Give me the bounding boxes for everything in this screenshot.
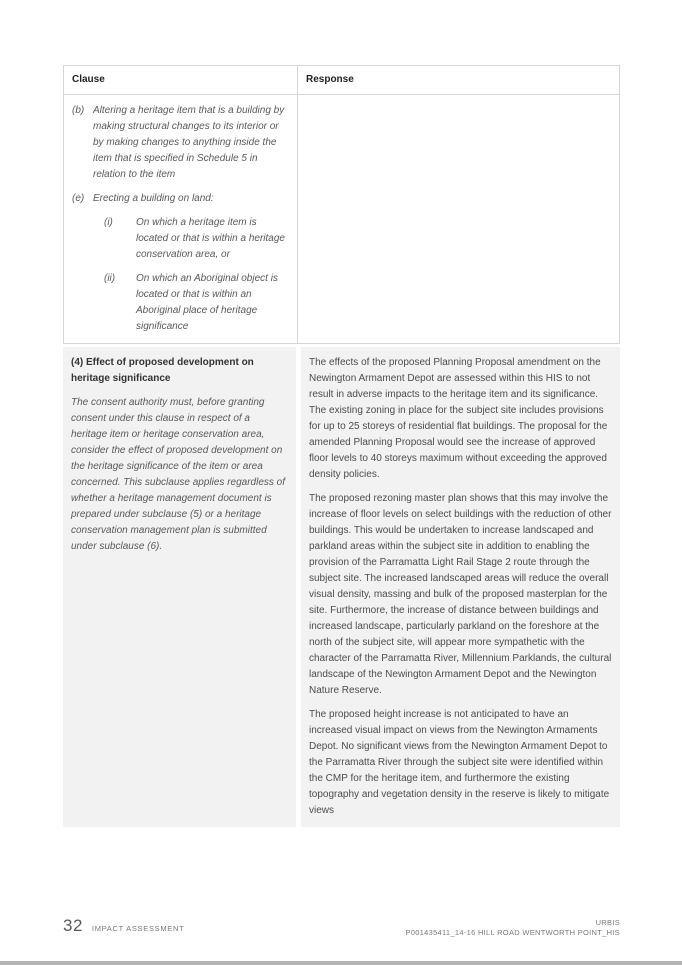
clause-item-text: Erecting a building on land: bbox=[93, 193, 214, 204]
clause-item-e bbox=[72, 191, 289, 335]
clause-subitem-marker: (i) bbox=[104, 217, 113, 228]
table-header-row bbox=[63, 65, 620, 95]
clause-subitem-ii bbox=[104, 271, 289, 335]
clause-subitem-text: On which an Aboriginal object is located or that is within an Aboriginal place of heritage significance bbox=[136, 273, 278, 332]
table-row bbox=[63, 95, 620, 344]
clause-cell bbox=[64, 95, 298, 343]
footer-document-ref: P001435411_14-16 HILL ROAD WENTWORTH POINT_HIS bbox=[405, 928, 620, 937]
clause-body: The consent authority must, before granting consent under this clause in respect of a heritage item or heritage conservation area, consider the effect of proposed development on the heritage significance of the item or area concerned. This subclause applies regardless of whether a heritage management document is prepared under subclause (5) or a heritage conservation management plan is submitted under subclause (6). bbox=[71, 397, 286, 552]
footer-left bbox=[63, 916, 184, 936]
column-header-clause: Clause bbox=[64, 66, 298, 94]
clause-response-table bbox=[63, 65, 620, 827]
response-paragraph: The effects of the proposed Planning Proposal amendment on the Newington Armament Depot are assessed within this HIS to not result in adverse impacts to the heritage item and its significance. The existing zoning in place for the subject site includes provisions for up to 25 storeys of residential flat buildings. The proposal for the amended Planning Proposal would see the increase of approved floor levels to 40 storeys maximum without exceeding the approved density policies. bbox=[309, 357, 608, 480]
clause-subitem-text: On which a heritage item is located or that is within a heritage conservation area, or bbox=[136, 217, 285, 260]
response-cell-empty bbox=[298, 95, 619, 343]
response-paragraph: The proposed rezoning master plan shows that this may involve the increase of floor levels on select buildings with the reduction of other buildings. This would be undertaken to increase landscaped and parkland areas within the subject site in addition to enabling the provision of the Parramatta Light Rail Stage 2 route through the subject site. The increased landscaped areas will reduce the overall visual density, massing and bulk of the proposed masterplan for the site. Furthermore, the increase of distance between buildings and increased landscape, particularly parkland on the foreshore at the north of the subject site, will appear more sympathetic with the character of the Parramatta River, Millennium Parklands, the cultural landscape of the Newington Armament Depot and the Newington Nature Reserve. bbox=[309, 493, 612, 696]
page-footer bbox=[63, 916, 620, 938]
clause-item-b bbox=[72, 103, 289, 183]
clause-item-text: Altering a heritage item that is a building by making structural changes to its interior or by making changes to anything inside the item that is specified in Schedule 5 in relation to the item bbox=[93, 105, 285, 180]
response-cell bbox=[301, 347, 620, 827]
page-number: 32 bbox=[63, 916, 83, 935]
column-header-response: Response bbox=[306, 74, 354, 85]
clause-subitem-i bbox=[104, 215, 289, 263]
table-row bbox=[63, 347, 620, 827]
footer-section-label: IMPACT ASSESSMENT bbox=[91, 924, 185, 933]
clause-heading: (4) Effect of proposed development on heritage significance bbox=[71, 357, 254, 384]
clause-item-marker: (b) bbox=[72, 105, 85, 116]
clause-subitems bbox=[72, 207, 289, 335]
response-paragraph: The proposed height increase is not anticipated to have an increased visual impact on views from the Newington Armaments Depot. No significant views from the Newington Armament Depot to the Parramatta River through the subject site were identified within the CMP for the heritage item, and furthermore the existing topography and vegetation density in the reserve is likely to mitigate views bbox=[309, 709, 610, 816]
footer-company: URBIS bbox=[595, 918, 620, 927]
clause-item-marker: (e) bbox=[72, 193, 85, 204]
footer-right bbox=[405, 918, 620, 938]
page-bottom-edge bbox=[0, 961, 682, 965]
clause-cell bbox=[63, 347, 296, 827]
clause-subitem-marker: (ii) bbox=[104, 273, 116, 284]
